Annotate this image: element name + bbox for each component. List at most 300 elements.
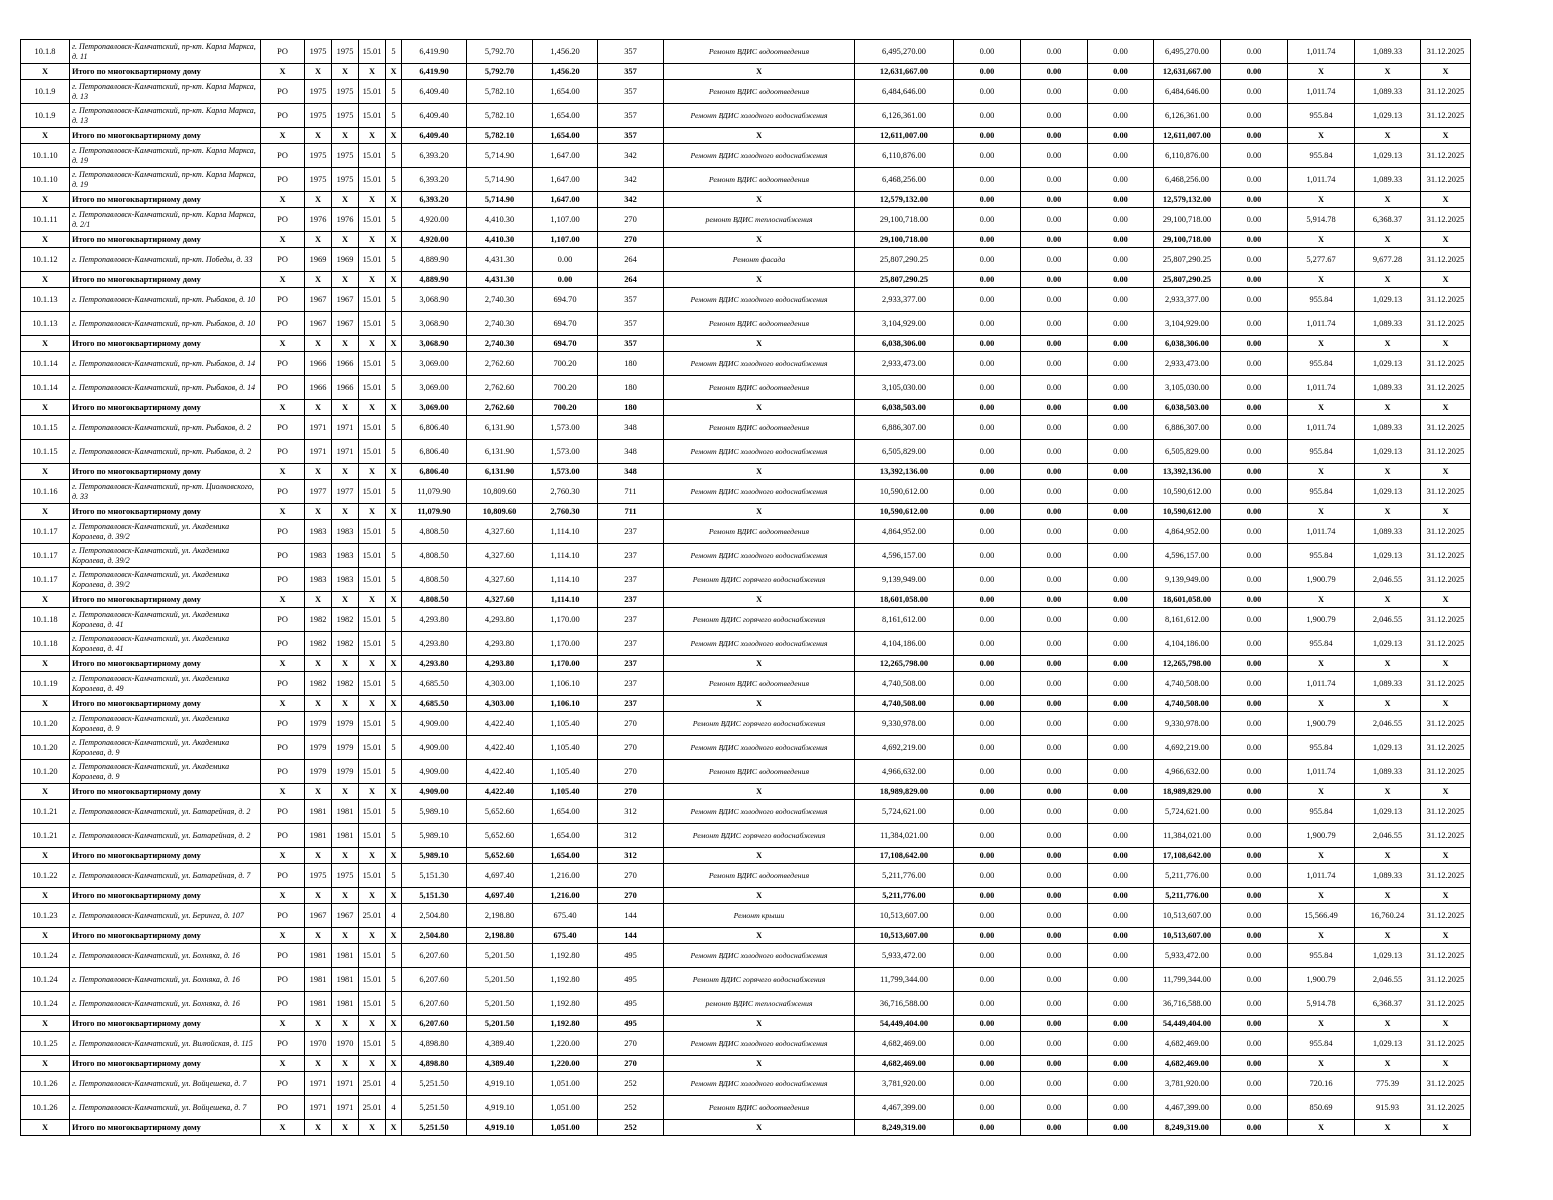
living-area: 4,389.40 bbox=[467, 1032, 533, 1056]
x-mark: X bbox=[359, 592, 386, 608]
fund-cost-1: 0.00 bbox=[954, 80, 1021, 104]
table-row bbox=[21, 416, 1471, 440]
x-mark: X bbox=[332, 504, 359, 520]
total-label: Итого по многоквартирному дому bbox=[70, 696, 261, 712]
wall-material: 15.01 bbox=[359, 608, 386, 632]
owners-funds: 4,467,399.00 bbox=[1154, 1096, 1221, 1120]
house-address: г. Петропавловск-Камчатский, пр-кт. Карла Маркса, д. 19 bbox=[70, 144, 261, 168]
other-funds: 0.00 bbox=[1221, 1016, 1288, 1032]
total-area: 6,419.90 bbox=[402, 40, 467, 64]
work-type: ремонт ВДИС теплоснабжения bbox=[664, 208, 855, 232]
owners-funds-total: 6,038,306.00 bbox=[1154, 336, 1221, 352]
fund-cost-1: 0.00 bbox=[954, 608, 1021, 632]
residential-area: 1,456.20 bbox=[533, 64, 598, 80]
living-area: 4,303.00 bbox=[467, 672, 533, 696]
row-number: 10.1.17 bbox=[21, 520, 70, 544]
unit-cost: 955.84 bbox=[1288, 352, 1355, 376]
work-type: Ремонт ВДИС водоотведения bbox=[664, 864, 855, 888]
deadline: 31.12.2025 bbox=[1421, 312, 1471, 336]
residents-count: 495 bbox=[598, 1016, 664, 1032]
other-funds: 0.00 bbox=[1221, 416, 1288, 440]
house-address: г. Петропавловск-Камчатский, пр-кт. Рыбаков, д. 10 bbox=[70, 312, 261, 336]
residents-count: 342 bbox=[598, 144, 664, 168]
total-area: 5,989.10 bbox=[402, 800, 467, 824]
owners-funds: 10,590,612.00 bbox=[1154, 480, 1221, 504]
living-area: 5,652.60 bbox=[467, 824, 533, 848]
unit-cost: 955.84 bbox=[1288, 944, 1355, 968]
living-area: 4,697.40 bbox=[467, 888, 533, 904]
residents-count: 711 bbox=[598, 480, 664, 504]
x-mark: X bbox=[305, 1056, 332, 1072]
fund-cost-1: 0.00 bbox=[954, 168, 1021, 192]
x-mark: X bbox=[1355, 504, 1421, 520]
residents-count: 357 bbox=[598, 312, 664, 336]
living-area: 5,782.10 bbox=[467, 104, 533, 128]
last-overhaul-year: 1975 bbox=[332, 864, 359, 888]
living-area: 4,422.40 bbox=[467, 712, 533, 736]
total-cost: 18,989,829.00 bbox=[855, 784, 954, 800]
x-mark: X bbox=[386, 592, 402, 608]
residents-count: 357 bbox=[598, 104, 664, 128]
management-method: РО bbox=[261, 144, 305, 168]
x-mark: X bbox=[332, 1016, 359, 1032]
fund-cost-1: 0.00 bbox=[954, 544, 1021, 568]
floors-count: 5 bbox=[386, 800, 402, 824]
living-area: 4,919.10 bbox=[467, 1120, 533, 1136]
table-row bbox=[21, 904, 1471, 928]
house-total-row bbox=[21, 128, 1471, 144]
fund-cost-3: 0.00 bbox=[1088, 544, 1154, 568]
table-row bbox=[21, 80, 1471, 104]
other-funds: 0.00 bbox=[1221, 520, 1288, 544]
management-method: РО bbox=[261, 800, 305, 824]
house-address: г. Петропавловск-Камчатский, пр-кт. Карла Маркса, д. 2/1 bbox=[70, 208, 261, 232]
deadline: 31.12.2025 bbox=[1421, 80, 1471, 104]
fund-cost-1: 0.00 bbox=[954, 1096, 1021, 1120]
fund-cost-2: 0.00 bbox=[1021, 1016, 1088, 1032]
owners-funds-total: 54,449,404.00 bbox=[1154, 1016, 1221, 1032]
management-method: РО bbox=[261, 1096, 305, 1120]
row-number: 10.1.12 bbox=[21, 248, 70, 272]
fund-cost-2: 0.00 bbox=[1021, 712, 1088, 736]
work-type: Ремонт ВДИС водоотведения bbox=[664, 80, 855, 104]
residential-area: 1,105.40 bbox=[533, 736, 598, 760]
management-method: РО bbox=[261, 992, 305, 1016]
fund-cost-1: 0.00 bbox=[954, 824, 1021, 848]
table-row bbox=[21, 760, 1471, 784]
total-area: 4,909.00 bbox=[402, 736, 467, 760]
residents-count: 237 bbox=[598, 568, 664, 592]
living-area: 5,201.50 bbox=[467, 992, 533, 1016]
row-number: 10.1.20 bbox=[21, 736, 70, 760]
house-address: г. Петропавловск-Камчатский, ул. Академика Королева, д. 9 bbox=[70, 760, 261, 784]
other-funds: 0.00 bbox=[1221, 104, 1288, 128]
fund-cost-2: 0.00 bbox=[1021, 1096, 1088, 1120]
wall-material: 15.01 bbox=[359, 944, 386, 968]
residential-area: 1,192.80 bbox=[533, 968, 598, 992]
x-mark: X bbox=[261, 192, 305, 208]
residential-area: 1,654.00 bbox=[533, 824, 598, 848]
fund-cost-2: 0.00 bbox=[1021, 168, 1088, 192]
floors-count: 5 bbox=[386, 208, 402, 232]
x-mark: X bbox=[386, 656, 402, 672]
x-mark: X bbox=[1288, 928, 1355, 944]
work-cost: 25,807,290.25 bbox=[855, 248, 954, 272]
work-type: Ремонт ВДИС водоотведения bbox=[664, 672, 855, 696]
x-mark: X bbox=[1355, 464, 1421, 480]
living-area: 5,714.90 bbox=[467, 192, 533, 208]
x-mark: X bbox=[332, 192, 359, 208]
total-label: Итого по многоквартирному дому bbox=[70, 272, 261, 288]
total-cost: 18,601,058.00 bbox=[855, 592, 954, 608]
deadline: 31.12.2025 bbox=[1421, 144, 1471, 168]
x-mark: X bbox=[664, 696, 855, 712]
owners-funds-total: 29,100,718.00 bbox=[1154, 232, 1221, 248]
table-row bbox=[21, 376, 1471, 400]
fund-cost-3: 0.00 bbox=[1088, 824, 1154, 848]
work-type: Ремонт ВДИС горячего водоснабжения bbox=[664, 712, 855, 736]
living-area: 4,919.10 bbox=[467, 1072, 533, 1096]
deadline: 31.12.2025 bbox=[1421, 568, 1471, 592]
residents-count: 180 bbox=[598, 400, 664, 416]
total-cost: 25,807,290.25 bbox=[855, 272, 954, 288]
unit-cost: 955.84 bbox=[1288, 288, 1355, 312]
commissioning-year: 1979 bbox=[305, 760, 332, 784]
x-mark: X bbox=[21, 1016, 70, 1032]
owners-funds-total: 8,249,319.00 bbox=[1154, 1120, 1221, 1136]
max-unit-cost: 1,029.13 bbox=[1355, 544, 1421, 568]
management-method: РО bbox=[261, 40, 305, 64]
fund-cost-3: 0.00 bbox=[1088, 712, 1154, 736]
residents-count: 264 bbox=[598, 248, 664, 272]
wall-material: 15.01 bbox=[359, 824, 386, 848]
commissioning-year: 1979 bbox=[305, 712, 332, 736]
living-area: 4,697.40 bbox=[467, 864, 533, 888]
work-cost: 10,590,612.00 bbox=[855, 480, 954, 504]
residential-area: 1,647.00 bbox=[533, 192, 598, 208]
work-cost: 10,513,607.00 bbox=[855, 904, 954, 928]
total-cost: 4,682,469.00 bbox=[855, 1056, 954, 1072]
fund-cost-3: 0.00 bbox=[1088, 944, 1154, 968]
x-mark: X bbox=[359, 848, 386, 864]
x-mark: X bbox=[664, 400, 855, 416]
total-area: 11,079.90 bbox=[402, 480, 467, 504]
other-funds: 0.00 bbox=[1221, 192, 1288, 208]
fund-cost-2: 0.00 bbox=[1021, 128, 1088, 144]
total-area: 6,207.60 bbox=[402, 1016, 467, 1032]
residential-area: 1,654.00 bbox=[533, 104, 598, 128]
other-funds: 0.00 bbox=[1221, 712, 1288, 736]
residential-area: 675.40 bbox=[533, 904, 598, 928]
row-number: 10.1.18 bbox=[21, 632, 70, 656]
residents-count: 495 bbox=[598, 968, 664, 992]
residential-area: 1,192.80 bbox=[533, 992, 598, 1016]
work-cost: 8,161,612.00 bbox=[855, 608, 954, 632]
x-mark: X bbox=[1288, 232, 1355, 248]
other-funds: 0.00 bbox=[1221, 352, 1288, 376]
table-row bbox=[21, 608, 1471, 632]
table-row bbox=[21, 352, 1471, 376]
residential-area: 1,216.00 bbox=[533, 888, 598, 904]
floors-count: 5 bbox=[386, 672, 402, 696]
x-mark: X bbox=[305, 272, 332, 288]
management-method: РО bbox=[261, 352, 305, 376]
fund-cost-3: 0.00 bbox=[1088, 1120, 1154, 1136]
owners-funds: 6,110,876.00 bbox=[1154, 144, 1221, 168]
x-mark: X bbox=[261, 1120, 305, 1136]
floors-count: 5 bbox=[386, 824, 402, 848]
x-mark: X bbox=[1355, 592, 1421, 608]
max-unit-cost: 2,046.55 bbox=[1355, 968, 1421, 992]
x-mark: X bbox=[359, 464, 386, 480]
total-label: Итого по многоквартирному дому bbox=[70, 336, 261, 352]
table-row bbox=[21, 992, 1471, 1016]
commissioning-year: 1967 bbox=[305, 288, 332, 312]
last-overhaul-year: 1979 bbox=[332, 760, 359, 784]
last-overhaul-year: 1970 bbox=[332, 1032, 359, 1056]
management-method: РО bbox=[261, 672, 305, 696]
total-area: 6,409.40 bbox=[402, 80, 467, 104]
last-overhaul-year: 1966 bbox=[332, 376, 359, 400]
total-cost: 17,108,642.00 bbox=[855, 848, 954, 864]
fund-cost-2: 0.00 bbox=[1021, 232, 1088, 248]
fund-cost-3: 0.00 bbox=[1088, 168, 1154, 192]
residents-count: 252 bbox=[598, 1120, 664, 1136]
wall-material: 15.01 bbox=[359, 800, 386, 824]
fund-cost-3: 0.00 bbox=[1088, 928, 1154, 944]
living-area: 5,792.70 bbox=[467, 64, 533, 80]
management-method: РО bbox=[261, 1032, 305, 1056]
unit-cost: 1,900.79 bbox=[1288, 712, 1355, 736]
wall-material: 15.01 bbox=[359, 672, 386, 696]
x-mark: X bbox=[332, 336, 359, 352]
x-mark: X bbox=[359, 272, 386, 288]
deadline: 31.12.2025 bbox=[1421, 864, 1471, 888]
last-overhaul-year: 1971 bbox=[332, 416, 359, 440]
x-mark: X bbox=[1355, 1120, 1421, 1136]
house-address: г. Петропавловск-Камчатский, ул. Академика Королева, д. 41 bbox=[70, 608, 261, 632]
house-total-row bbox=[21, 464, 1471, 480]
house-total-row bbox=[21, 192, 1471, 208]
x-mark: X bbox=[305, 128, 332, 144]
work-type: Ремонт ВДИС водоотведения bbox=[664, 40, 855, 64]
owners-funds: 6,126,361.00 bbox=[1154, 104, 1221, 128]
row-number: 10.1.24 bbox=[21, 968, 70, 992]
x-mark: X bbox=[664, 592, 855, 608]
x-mark: X bbox=[261, 1056, 305, 1072]
residential-area: 1,192.80 bbox=[533, 944, 598, 968]
table-row bbox=[21, 968, 1471, 992]
fund-cost-1: 0.00 bbox=[954, 992, 1021, 1016]
total-area: 6,393.20 bbox=[402, 144, 467, 168]
residential-area: 0.00 bbox=[533, 248, 598, 272]
owners-funds: 4,104,186.00 bbox=[1154, 632, 1221, 656]
commissioning-year: 1966 bbox=[305, 352, 332, 376]
total-area: 6,806.40 bbox=[402, 464, 467, 480]
residents-count: 357 bbox=[598, 128, 664, 144]
management-method: РО bbox=[261, 208, 305, 232]
management-method: РО bbox=[261, 288, 305, 312]
table-row bbox=[21, 864, 1471, 888]
management-method: РО bbox=[261, 440, 305, 464]
living-area: 2,740.30 bbox=[467, 288, 533, 312]
x-mark: X bbox=[386, 696, 402, 712]
fund-cost-1: 0.00 bbox=[954, 312, 1021, 336]
x-mark: X bbox=[261, 336, 305, 352]
row-number: 10.1.25 bbox=[21, 1032, 70, 1056]
max-unit-cost: 1,029.13 bbox=[1355, 288, 1421, 312]
living-area: 5,792.70 bbox=[467, 40, 533, 64]
fund-cost-3: 0.00 bbox=[1088, 64, 1154, 80]
other-funds: 0.00 bbox=[1221, 400, 1288, 416]
fund-cost-1: 0.00 bbox=[954, 64, 1021, 80]
owners-funds: 4,864,952.00 bbox=[1154, 520, 1221, 544]
wall-material: 15.01 bbox=[359, 104, 386, 128]
x-mark: X bbox=[305, 592, 332, 608]
residents-count: 270 bbox=[598, 1032, 664, 1056]
x-mark: X bbox=[1421, 928, 1471, 944]
owners-funds-total: 12,631,667.00 bbox=[1154, 64, 1221, 80]
total-cost: 6,038,503.00 bbox=[855, 400, 954, 416]
floors-count: 5 bbox=[386, 944, 402, 968]
commissioning-year: 1983 bbox=[305, 568, 332, 592]
fund-cost-3: 0.00 bbox=[1088, 376, 1154, 400]
living-area: 5,652.60 bbox=[467, 848, 533, 864]
owners-funds: 10,513,607.00 bbox=[1154, 904, 1221, 928]
residential-area: 1,107.00 bbox=[533, 208, 598, 232]
fund-cost-3: 0.00 bbox=[1088, 800, 1154, 824]
fund-cost-2: 0.00 bbox=[1021, 336, 1088, 352]
x-mark: X bbox=[332, 232, 359, 248]
work-cost: 5,724,621.00 bbox=[855, 800, 954, 824]
last-overhaul-year: 1976 bbox=[332, 208, 359, 232]
row-number: 10.1.8 bbox=[21, 40, 70, 64]
management-method: РО bbox=[261, 312, 305, 336]
commissioning-year: 1967 bbox=[305, 312, 332, 336]
total-area: 4,293.80 bbox=[402, 608, 467, 632]
x-mark: X bbox=[359, 696, 386, 712]
unit-cost: 1,011.74 bbox=[1288, 672, 1355, 696]
residents-count: 312 bbox=[598, 800, 664, 824]
work-type: Ремонт ВДИС водоотведения bbox=[664, 376, 855, 400]
last-overhaul-year: 1975 bbox=[332, 144, 359, 168]
house-address: г. Петропавловск-Камчатский, ул. Вилюйская, д. 115 bbox=[70, 1032, 261, 1056]
max-unit-cost: 1,089.33 bbox=[1355, 312, 1421, 336]
fund-cost-3: 0.00 bbox=[1088, 864, 1154, 888]
work-cost: 4,596,157.00 bbox=[855, 544, 954, 568]
residential-area: 694.70 bbox=[533, 288, 598, 312]
fund-cost-1: 0.00 bbox=[954, 968, 1021, 992]
x-mark: X bbox=[1288, 656, 1355, 672]
x-mark: X bbox=[359, 400, 386, 416]
unit-cost: 955.84 bbox=[1288, 104, 1355, 128]
x-mark: X bbox=[664, 656, 855, 672]
fund-cost-3: 0.00 bbox=[1088, 352, 1154, 376]
unit-cost: 1,011.74 bbox=[1288, 760, 1355, 784]
residents-count: 237 bbox=[598, 592, 664, 608]
row-number: 10.1.26 bbox=[21, 1072, 70, 1096]
fund-cost-1: 0.00 bbox=[954, 144, 1021, 168]
living-area: 4,422.40 bbox=[467, 760, 533, 784]
residents-count: 495 bbox=[598, 992, 664, 1016]
last-overhaul-year: 1982 bbox=[332, 608, 359, 632]
x-mark: X bbox=[261, 592, 305, 608]
residents-count: 357 bbox=[598, 40, 664, 64]
x-mark: X bbox=[305, 1120, 332, 1136]
row-number: 10.1.10 bbox=[21, 144, 70, 168]
x-mark: X bbox=[359, 928, 386, 944]
floors-count: 5 bbox=[386, 416, 402, 440]
floors-count: 5 bbox=[386, 760, 402, 784]
max-unit-cost: 1,029.13 bbox=[1355, 440, 1421, 464]
total-label: Итого по многоквартирному дому bbox=[70, 1120, 261, 1136]
total-area: 4,808.50 bbox=[402, 520, 467, 544]
x-mark: X bbox=[1288, 1120, 1355, 1136]
x-mark: X bbox=[386, 64, 402, 80]
x-mark: X bbox=[1288, 1016, 1355, 1032]
x-mark: X bbox=[359, 1016, 386, 1032]
deadline: 31.12.2025 bbox=[1421, 208, 1471, 232]
residents-count: 357 bbox=[598, 64, 664, 80]
other-funds: 0.00 bbox=[1221, 696, 1288, 712]
row-number: 10.1.23 bbox=[21, 904, 70, 928]
living-area: 5,714.90 bbox=[467, 168, 533, 192]
floors-count: 5 bbox=[386, 40, 402, 64]
total-label: Итого по многоквартирному дому bbox=[70, 64, 261, 80]
x-mark: X bbox=[261, 656, 305, 672]
work-cost: 6,110,876.00 bbox=[855, 144, 954, 168]
deadline: 31.12.2025 bbox=[1421, 1072, 1471, 1096]
table-row bbox=[21, 1072, 1471, 1096]
floors-count: 5 bbox=[386, 736, 402, 760]
fund-cost-1: 0.00 bbox=[954, 104, 1021, 128]
work-cost: 6,468,256.00 bbox=[855, 168, 954, 192]
residential-area: 1,051.00 bbox=[533, 1096, 598, 1120]
deadline: 31.12.2025 bbox=[1421, 1032, 1471, 1056]
wall-material: 15.01 bbox=[359, 144, 386, 168]
owners-funds-total: 4,740,508.00 bbox=[1154, 696, 1221, 712]
residential-area: 1,106.10 bbox=[533, 672, 598, 696]
residents-count: 270 bbox=[598, 888, 664, 904]
owners-funds-total: 13,392,136.00 bbox=[1154, 464, 1221, 480]
residential-area: 700.20 bbox=[533, 400, 598, 416]
other-funds: 0.00 bbox=[1221, 760, 1288, 784]
floors-count: 5 bbox=[386, 712, 402, 736]
other-funds: 0.00 bbox=[1221, 928, 1288, 944]
fund-cost-1: 0.00 bbox=[954, 416, 1021, 440]
x-mark: X bbox=[261, 848, 305, 864]
max-unit-cost: 2,046.55 bbox=[1355, 712, 1421, 736]
fund-cost-2: 0.00 bbox=[1021, 992, 1088, 1016]
table-row bbox=[21, 568, 1471, 592]
x-mark: X bbox=[305, 696, 332, 712]
fund-cost-2: 0.00 bbox=[1021, 144, 1088, 168]
last-overhaul-year: 1979 bbox=[332, 712, 359, 736]
x-mark: X bbox=[359, 192, 386, 208]
max-unit-cost: 1,029.13 bbox=[1355, 480, 1421, 504]
commissioning-year: 1971 bbox=[305, 1072, 332, 1096]
house-total-row bbox=[21, 784, 1471, 800]
work-cost: 11,799,344.00 bbox=[855, 968, 954, 992]
residents-count: 252 bbox=[598, 1096, 664, 1120]
last-overhaul-year: 1971 bbox=[332, 440, 359, 464]
x-mark: X bbox=[332, 848, 359, 864]
work-cost: 9,330,978.00 bbox=[855, 712, 954, 736]
management-method: РО bbox=[261, 608, 305, 632]
other-funds: 0.00 bbox=[1221, 824, 1288, 848]
other-funds: 0.00 bbox=[1221, 144, 1288, 168]
other-funds: 0.00 bbox=[1221, 608, 1288, 632]
